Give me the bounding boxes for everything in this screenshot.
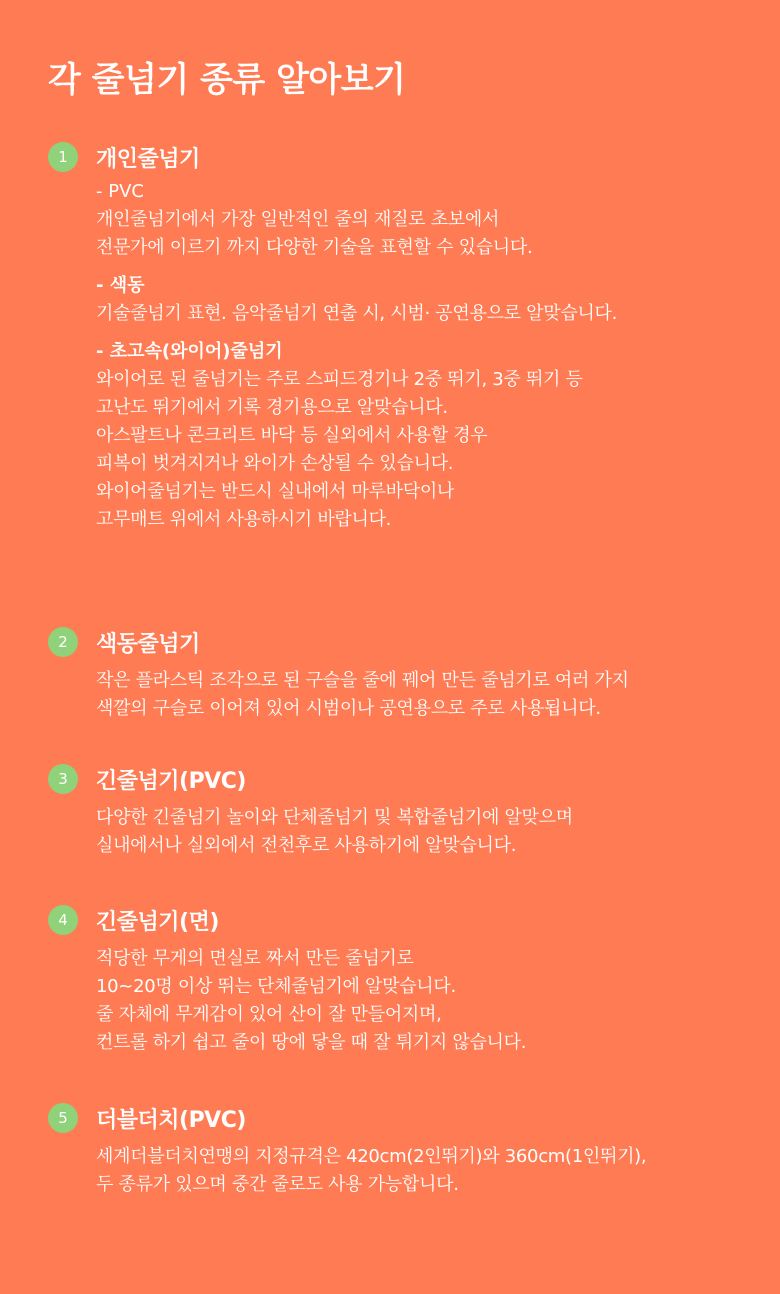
number-badge: 5 (48, 1103, 78, 1133)
text-line: 실내에서나 실외에서 전천후로 사용하기에 알맞습니다. (96, 835, 517, 856)
text-line: 컨트롤 하기 쉽고 줄이 땅에 닿을 때 잘 튀기지 않습니다. (96, 1032, 527, 1053)
section-body (96, 667, 748, 723)
sub-block-pvc (96, 178, 748, 262)
sub-block-saekdong (96, 272, 748, 328)
text-line: 작은 플라스틱 조각으로 된 구슬을 줄에 꿰어 만든 줄넘기로 여러 가지 (96, 670, 629, 691)
section-title: 색동줄넘기 (96, 631, 200, 657)
number-badge: 3 (48, 764, 78, 794)
section-title: 긴줄넘기(PVC) (96, 768, 246, 794)
sub-heading: - 색동 (96, 275, 145, 296)
section-title: 더블더치(PVC) (96, 1107, 246, 1133)
section-body (96, 178, 748, 534)
section-header (48, 140, 748, 174)
section-long-rope-cotton (48, 903, 748, 1057)
number-badge: 4 (48, 905, 78, 935)
section-header (48, 625, 748, 659)
text-line: 다양한 긴줄넘기 놀이와 단체줄넘기 및 복합줄넘기에 알맞으며 (96, 807, 573, 828)
text-line: 10~20명 이상 뛰는 단체줄넘기에 알맞습니다. (96, 976, 456, 997)
section-body (96, 804, 748, 860)
text-line: 와이어줄넘기는 반드시 실내에서 마루바닥이나 (96, 481, 455, 502)
section-double-dutch (48, 1101, 748, 1199)
text-line: 고난도 뛰기에서 기록 경기용으로 알맞습니다. (96, 397, 448, 418)
text-line: 적당한 무게의 면실로 짜서 만든 줄넘기로 (96, 948, 414, 969)
section-body (96, 945, 748, 1057)
text-line: 피복이 벗겨지거나 와이가 손상될 수 있습니다. (96, 453, 454, 474)
text-line: 개인줄넘기에서 가장 일반적인 줄의 재질로 초보에서 (96, 209, 500, 230)
sub-block-wire (96, 338, 748, 534)
text-line: 줄 자체에 무게감이 있어 산이 잘 만들어지며, (96, 1004, 442, 1025)
section-personal-rope (48, 140, 748, 534)
text-line: 고무매트 위에서 사용하시기 바랍니다. (96, 509, 392, 530)
text-line: 세계더블더치연맹의 지정규격은 420cm(2인뛰기)와 360cm(1인뛰기), (96, 1146, 647, 1167)
text-line: 두 종류가 있으며 중간 줄로도 사용 가능합니다. (96, 1174, 459, 1195)
text-line: 색깔의 구슬로 이어져 있어 시범이나 공연용으로 주로 사용됩니다. (96, 698, 601, 719)
page-title: 각 줄넘기 종류 알아보기 (48, 60, 406, 100)
section-header (48, 903, 748, 937)
number-badge: 2 (48, 627, 78, 657)
section-body (96, 1143, 748, 1199)
section-header (48, 762, 748, 796)
section-long-rope-pvc (48, 762, 748, 860)
text-line: 와이어로 된 줄넘기는 주로 스피드경기나 2중 뛰기, 3중 뛰기 등 (96, 369, 583, 390)
section-saekdong-rope (48, 625, 748, 723)
text-line: 기술줄넘기 표현. 음악줄넘기 연출 시, 시범· 공연용으로 알맞습니다. (96, 303, 618, 324)
sub-heading: - 초고속(와이어)줄넘기 (96, 341, 283, 362)
sub-heading: - PVC (96, 181, 144, 202)
text-line: 전문가에 이르기 까지 다양한 기술을 표현할 수 있습니다. (96, 237, 533, 258)
section-header (48, 1101, 748, 1135)
text-line: 아스팔트나 콘크리트 바닥 등 실외에서 사용할 경우 (96, 425, 488, 446)
section-title: 개인줄넘기 (96, 146, 200, 172)
number-badge: 1 (48, 142, 78, 172)
section-title: 긴줄넘기(면) (96, 909, 219, 935)
